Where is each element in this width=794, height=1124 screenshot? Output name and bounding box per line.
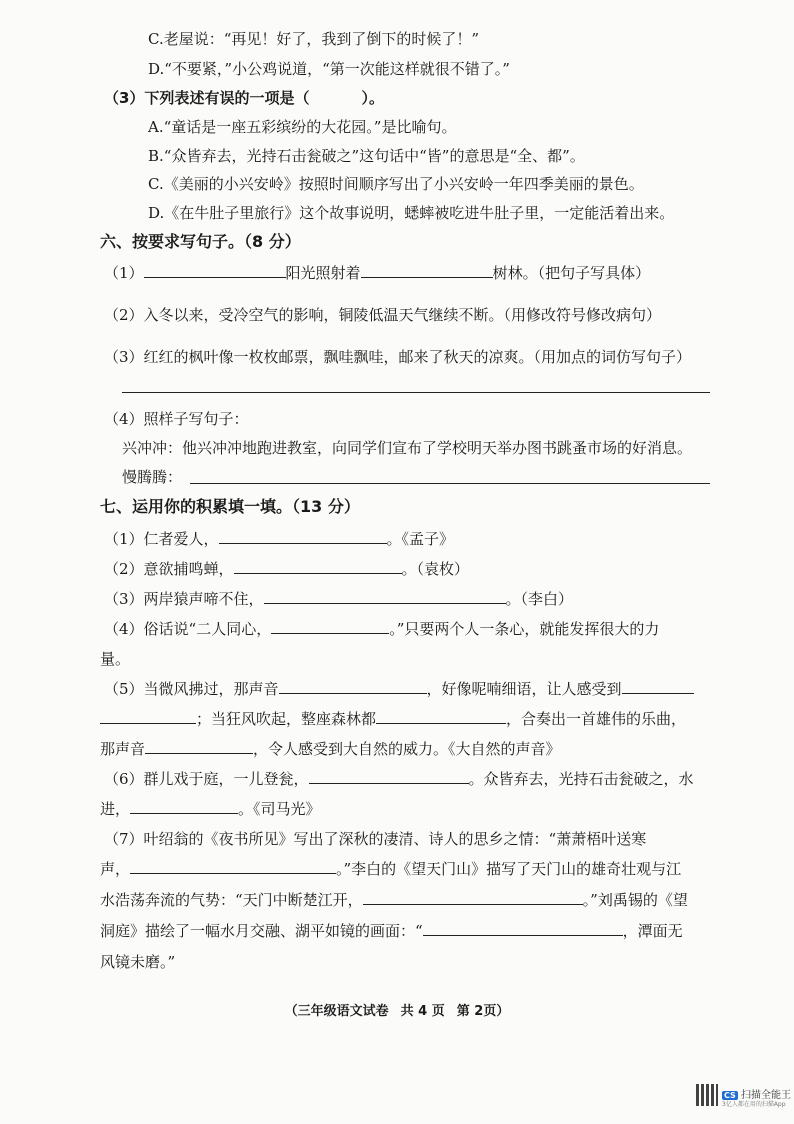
scanner-watermark: CS 扫描全能王 [724,1090,791,1101]
blank-field[interactable] [234,559,402,574]
s7-item6: （6）群儿戏于庭，一儿登瓮， 。众皆弃去，光持石击瓮破之，水 [104,770,694,788]
blank-field[interactable] [376,709,506,724]
blank-field[interactable] [145,739,253,754]
s6-item4: （4）照样子写句子： [104,410,249,428]
blank-field[interactable] [271,619,389,634]
s7-item7-line5: 风镜未磨。” [100,953,176,971]
page-footer: （三年级语文试卷 共 4 页 第 2页） [284,1004,510,1019]
answer-line[interactable] [122,392,710,393]
s6-item4-task: 慢腾腾： [122,468,183,486]
s6-item2: （2）入冬以来，受冷空气的影响，铜陵低温天气继续不断。（用修改符号修改病句） [104,306,662,324]
answer-line[interactable] [190,483,710,484]
s7-item1: （1）仁者爱人， 。《孟子》 [104,530,455,548]
blank-field[interactable] [361,263,493,278]
s7-item5: （5）当微风拂过，那声音 ，好像呢喃细语，让人感受到 [104,678,694,700]
section6-title: 六、按要求写句子。（8 分） [100,232,301,251]
s7-item5-line2: ；当狂风吹起，整座森林都 ，合奏出一首雄伟的乐曲， [100,708,686,730]
s7-item4: （4）俗话说“二人同心， 。”只要两个人一条心，就能发挥很大的力 [104,620,660,638]
blank-field[interactable] [264,589,506,604]
blank-field[interactable] [363,890,583,905]
s7-item5-line3: 那声音 ，令人感受到大自然的威力。《大自然的声音》 [100,740,561,758]
s7-item2: （2）意欲捕鸣蝉， 。（袁枚） [104,560,470,578]
q3-option-c: C.《美丽的小兴安岭》按照时间顺序写出了小兴安岭一年四季美丽的景色。 [148,175,644,193]
blank-field[interactable] [423,921,623,936]
s7-item7-line4: 洞庭》描绘了一幅水月交融、湖平如镜的画面：“ ，潭面无 [100,922,683,940]
s6-item4-example: 兴冲冲：他兴冲冲地跑进教室，向同学们宣布了学校明天举办图书跳蚤市场的好消息。 [122,439,693,457]
blank-field[interactable] [309,769,469,784]
blank-field[interactable] [130,859,336,874]
blank-field[interactable] [279,679,427,694]
s7-item7-line2: 声， 。”李白的《望天门山》描写了天门山的雄奇壮观与江 [100,860,682,878]
q3-option-a: A.“童话是一座五彩缤纷的大花园。”是比喻句。 [148,118,457,136]
qr-code-icon [696,1084,718,1106]
s7-item7: （7）叶绍翁的《夜书所见》写出了深秋的凄清、诗人的思乡之情：“萧萧梧叶送寒 [104,830,647,848]
blank-field[interactable] [100,709,196,724]
q2-option-d: D.“不要紧，”小公鸡说道，“第一次能这样就很不错了。” [148,60,510,78]
q3-option-d: D.《在牛肚子里旅行》这个故事说明，蟋蟀被吃进牛肚子里，一定能活着出来。 [148,204,675,222]
s7-item3: （3）两岸猿声啼不住， 。（李白） [104,590,574,608]
blank-field[interactable] [144,263,286,278]
blank-field[interactable] [219,529,387,544]
q3-option-b: B.“众皆弃去，光持石击瓮破之”这句话中“皆”的意思是“全、都”。 [148,147,585,165]
s6-item1: （1） 阳光照射着 树林。（把句子写具体） [104,264,651,282]
scanner-subtitle: 3亿人都在用的扫描App [722,1101,786,1108]
s7-item4-cont: 量。 [100,650,131,668]
q2-option-c: C.老屋说：“再见！好了，我到了倒下的时候了！” [148,30,480,48]
s7-item7-line3: 水浩荡奔流的气势：“天门中断楚江开， 。”刘禹锡的《望 [100,891,688,909]
blank-field[interactable] [622,679,694,694]
section7-title: 七、运用你的积累填一填。（13 分） [100,497,360,516]
s7-item6-line2: 进， 。《司马光》 [100,800,321,818]
q3-stem: （3）下列表述有误的一项是（ ）。 [104,89,384,107]
s6-item3: （3）红红的枫叶像一枚枚邮票，飘哇飘哇，邮来了秋天的凉爽。（用加点的词仿写句子） [104,348,692,366]
blank-field[interactable] [130,799,238,814]
